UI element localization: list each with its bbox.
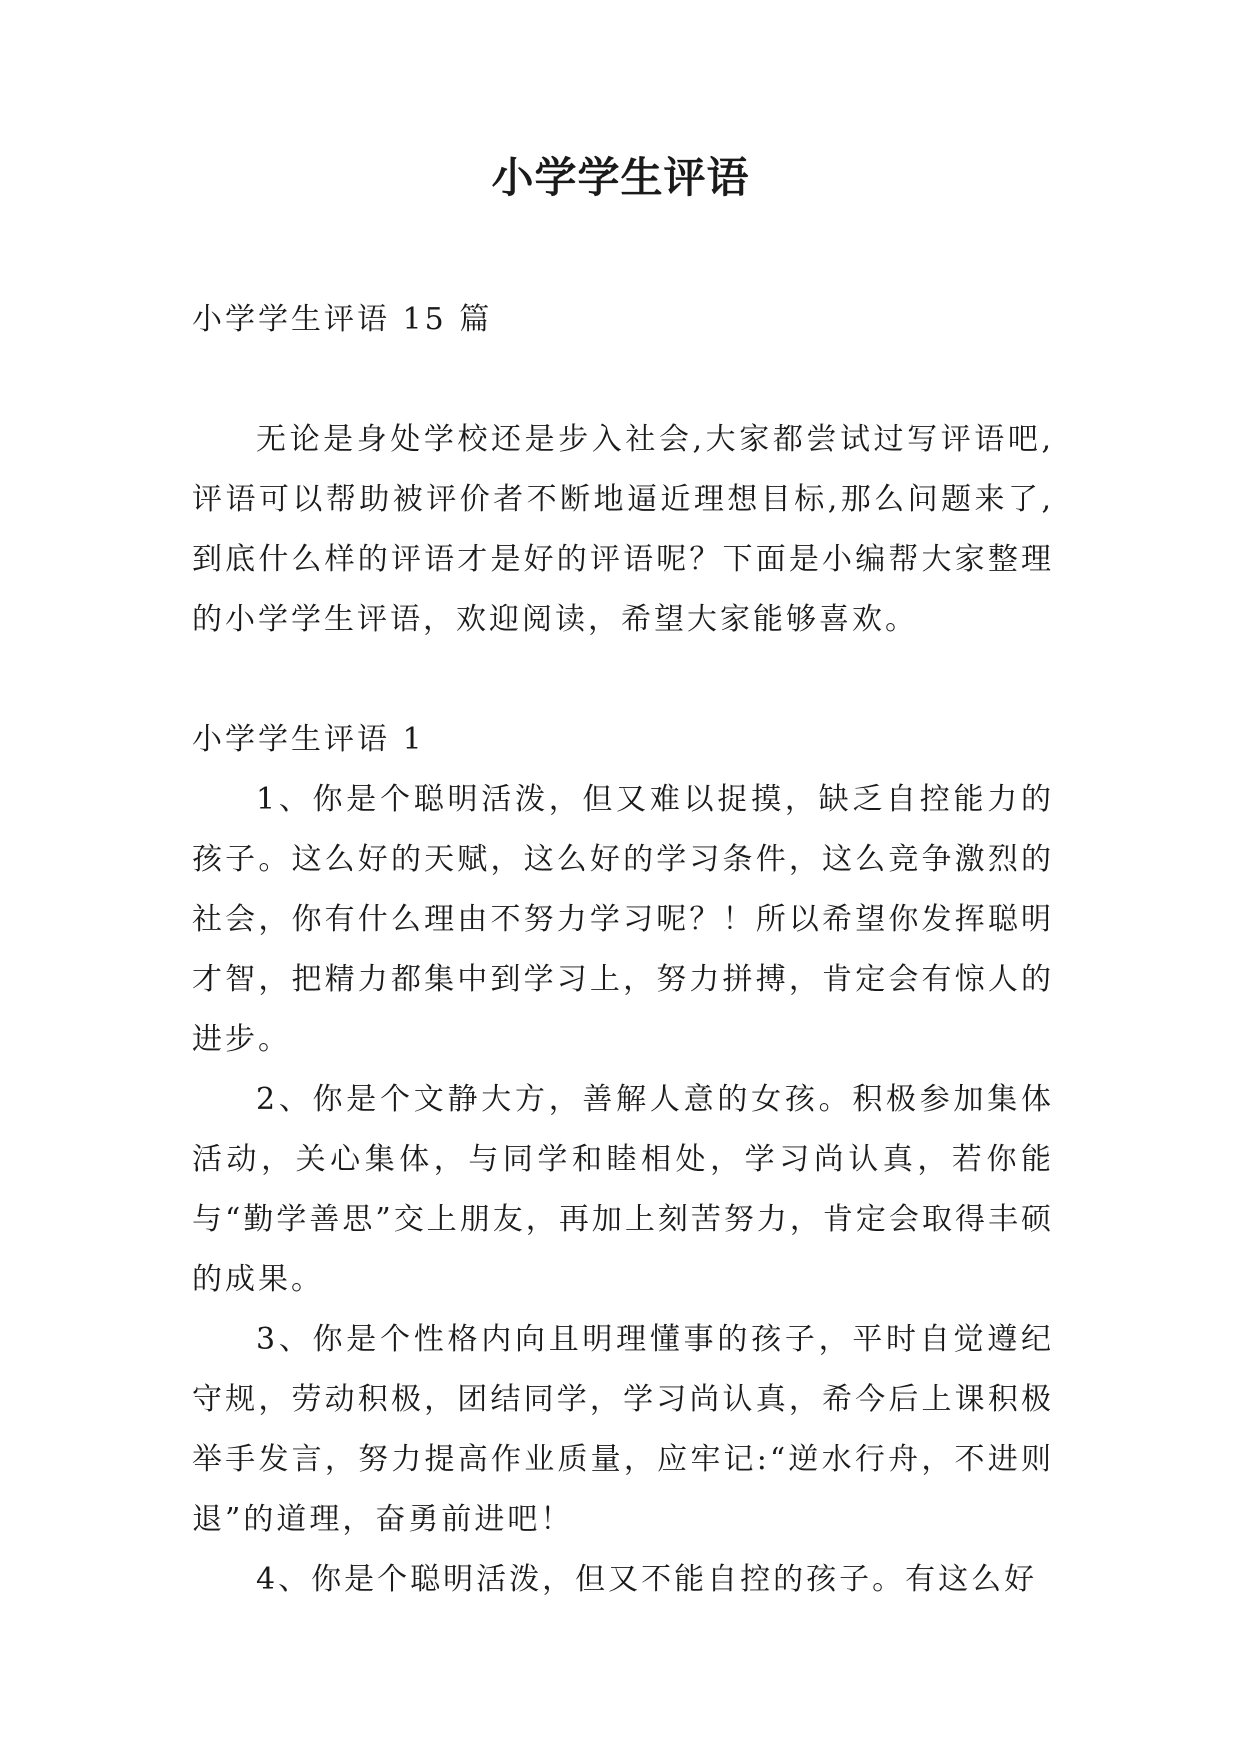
- comment-item-3: 3、你是个性格内向且明理懂事的孩子，平时自觉遵纪守规，劳动积极，团结同学，学习尚认真，希今后上课积极举手发言，努力提高作业质量，应牢记:“逆水行舟，不进则退”的道理，奋勇前进吧！: [192, 1322, 1054, 1537]
- document-subtitle: 小学学生评语 15 篇: [192, 302, 493, 337]
- intro-paragraph: 无论是身处学校还是步入社会,大家都尝试过写评语吧,评语可以帮助被评价者不断地逼近理想目标,那么问题来了,到底什么样的评语才是好的评语呢？下面是小编帮大家整理的小学学生评语，欢迎阅读，希望大家能够喜欢。: [192, 422, 1054, 637]
- comment-item-2: 2、你是个文静大方，善解人意的女孩。积极参加集体活动，关心集体，与同学和睦相处，学习尚认真，若你能与“勤学善思”交上朋友，再加上刻苦努力，肯定会取得丰硕的成果。: [192, 1082, 1054, 1297]
- comment-item-1: 1、你是个聪明活泼，但又难以捉摸，缺乏自控能力的孩子。这么好的天赋，这么好的学习条件，这么竞争激烈的社会，你有什么理由不努力学习呢？！所以希望你发挥聪明才智，把精力都集中到学习上，努力拼搏，肯定会有惊人的进步。: [192, 782, 1054, 1057]
- section-heading: 小学学生评语 1: [192, 722, 425, 757]
- document-title: 小学学生评语: [491, 153, 750, 202]
- comment-item-4: 4、你是个聪明活泼，但又不能自控的孩子。有这么好: [256, 1562, 1038, 1597]
- document-body: [192, 290, 1054, 1610]
